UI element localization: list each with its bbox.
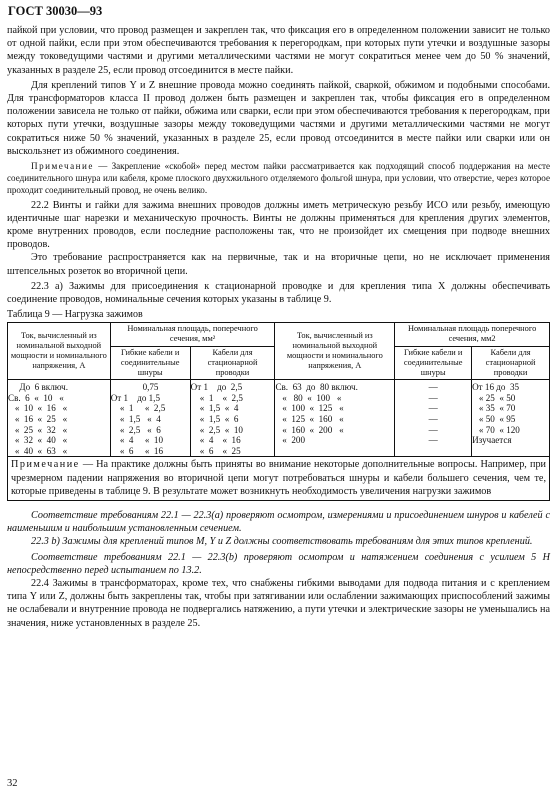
header-area: Номинальная площадь, поперечного сечения, мм² [110,323,275,346]
table-col-flex-2 [395,380,472,457]
note-1 [7,160,550,197]
col-flex-2-values: — — — — — — [428,382,438,446]
table-note-label: Примечание [11,459,80,471]
col-current-2-values: Св. 63 до 80 включ. « 80 « 100 « « 100 « 125 « « 125 « 160 « « 160 « 200 « « 200 [275,382,358,446]
paragraph-1: пайкой при условии, что провод размещен и закреплен так, что фиксация его в определенном положении зависит не только от одной пайки, если при этом обеспечиваются требования к перегородкам, при которых пути утечки и воздушные зазоры между токоведущими частями и другими металлическими частями не могут сократиться менее чем до 50 % значений, указанных в разделе 25, если провод отсоединится в месте пайки. [7,25,550,76]
header-flex-2: Гибкие кабели и соединительные шнуры [395,346,472,380]
note-1-label: Примечание [31,161,94,172]
page-number: 32 [7,778,18,789]
table-col-fixed-2 [472,380,550,457]
col-current-values: До 6 включ. Св. 6 « 10 « « 10 « 16 « « 16 « 25 « « 25 « 32 « « 32 « 40 « « 40 « 63 « [8,382,69,456]
col-fixed-values: От 1 до 2,5 « 1 « 2,5 « 1,5 « 4 « 1,5 « 6 « 2,5 « 10 « 4 « 16 « 6 « 25 [190,382,243,456]
paragraph-6: Соответствие требованиям 22.1 — 22.3(а) проверяют осмотром, измерениями и присоединением шнуров и кабелей с наименьшим и наибольшим установленным сечением. [7,510,550,535]
table-col-current-2 [275,380,395,457]
header-fixed-2: Кабели для стационарной проводки [472,346,550,380]
header-current: Ток, вычисленный из номинальной выходной мощности и номинального напряжения, А [8,323,111,380]
document-header: ГОСТ 30030—93 [8,4,103,18]
table-caption: Таблица 9 — Нагрузка зажимов [7,309,143,321]
table-col-flex [110,380,190,457]
paragraph-5: 22.3 а) Зажимы для присоединения к стационарной проводке и для крепления типа X должны обеспечивать соединение проводов, номинальные сечения которых указаны в таблице 9. [7,280,550,306]
table-9 [7,322,550,501]
paragraph-2: Для креплений типов Y и Z внешние провода можно соединять пайкой, сваркой, обжимом и подобными способами. Для трансформаторов класса II провод должен быть размещен и закреплен так, чтобы фиксация его в определенном положении зависела не только от пайки, обжима или сварки, если при этом обеспечиваются требования к перегородкам, при которых пути утечки, воздушные зазоры между токоведущими частями и другими металлическими частями не могут сократиться ниже 50 % значений, указанных в разделе 25, если провод отсоединится в месте пайки или сварки или он выскользнет из обжимного соединения. [7,79,550,157]
col-fixed-2-values: От 16 до 35 « 25 « 50 « 35 « 70 « 50 « 95 « 70 « 120 Изучается [472,382,520,446]
paragraph-8: Соответствие требованиям 22.1 — 22.3(b) проверяют осмотром и натяжением соединения с усилием 5 Н непосредственно перед испытанием по 13.2. [7,551,550,576]
header-current-2: Ток, вычисленный из номинальной выходной мощности и номинального напряжения, А [275,323,395,380]
header-area-2: Номинальная площадь поперечного сечения, мм2 [395,323,550,346]
col-flex-values: 0,75 От 1 до 1,5 « 1 « 2,5 « 1,5 « 4 « 2,5 « 6 « 4 « 10 « 6 « 16 [110,382,166,456]
table-note [8,457,550,501]
document-page [7,4,550,630]
paragraph-4: Это требование распространяется как на первичные, так и на вторичные цепи, но не исключает применения штепсельных розеток во вторичной цепи. [7,252,550,277]
header-fixed: Кабели для стационарной проводки [190,346,275,380]
paragraph-3: 22.2 Винты и гайки для зажима внешних проводов должны иметь метрическую резьбу ИСО или резьбу, имеющую идентичные шаг нарезки и механическую прочность. Винты не должны применяться для крепления других элементов, кроме внутренних проводов, если последние расположены так, что не произойдет их смещения при подводе внешних проводов. [7,199,550,251]
paragraph-9: 22.4 Зажимы в трансформаторах, кроме тех, что снабжены гибкими выводами для подвода питания и с креплением типа Y или Z, должны быть закреплены так, чтобы при затягивании или ослаблении зажимающих приспособлений зажимы не ослабевали и внутренние провода не подвергались натяжению, а пути утечки и электрические зазоры не уменьшались на значения, ниже установленных в разделе 25. [7,578,550,629]
table-note-text: — На практике должны быть приняты во внимание некоторые дополнительные вопросы. Например, при чрезмерном падении напряжения во вторичной цепи могут потребоваться шнуры и кабели большего сечения, чем те, которые приведены в таблице 9. В результате может возникнуть необходимость увеличения нагрузки зажимов [11,459,546,497]
table-col-current [8,380,111,457]
paragraph-7: 22.3 b) Зажимы для креплений типов M, Y и Z должны соответствовать требованиям для этих типов креплений. [31,536,533,548]
header-flex: Гибкие кабели и соединительные шнуры [110,346,190,380]
note-1-text: — Закрепление «скобой» перед местом пайки рассматривается как подходящий способ поддержания на месте соединительного шнура или кабеля, кроме плоского двухжильного отделяемого фольгой шнура, при условии, что отверстие, через которое проходит соединительный провод, не очень велико. [7,161,550,196]
table-col-fixed [190,380,275,457]
